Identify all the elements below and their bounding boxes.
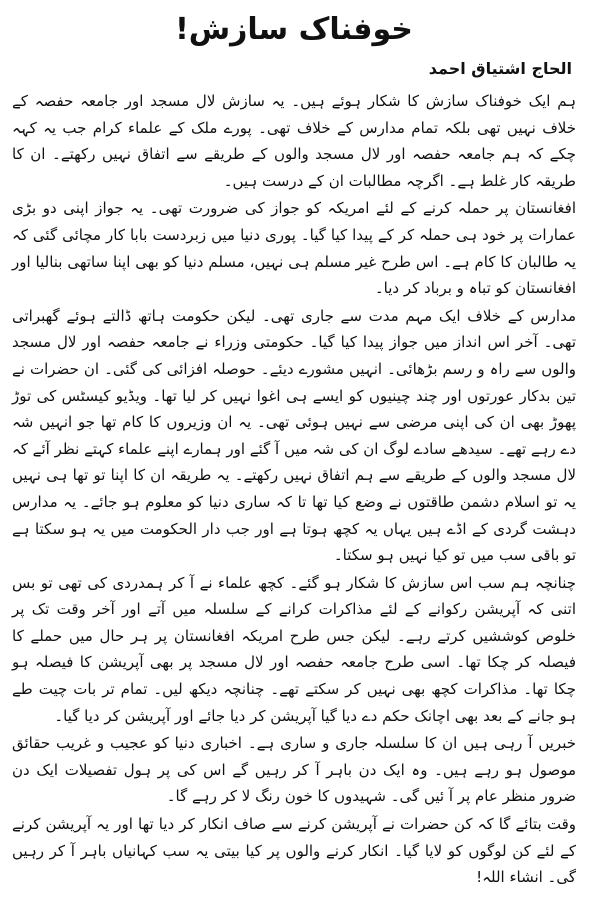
paragraph-2: افغانستان پر حملہ کرنے کے لئے امریکہ کو جواز کی ضرورت تھی۔ یہ جواز اپنی دو بڑی عمارات پر خود ہی حملہ کر کے پیدا کیا گیا۔ پوری دنیا میں زبردست بابا کار مچائی گئی کہ یہ طالبان کا کام ہے۔ اس طرح غیر مسلم ہی نہیں، مسلم دنیا کو بھی اپنا ساتھی بنالیا اور افغانستان کو تباہ و برباد کر دیا۔ [12, 199, 576, 298]
paragraph-5: خبریں آ رہی ہیں ان کا سلسلہ جاری و ساری ہے۔ اخباری دنیا کو عجیب و غریب حقائق موصول ہو رہے ہیں۔ وہ ایک دن باہر آ کر رہیں گے اس کی پر ہول تفصیلات ایک دن ضرور منظر عام پر آ ئیں گی۔ شہیدوں کا خون رنگ لا کر رہے گا۔ [12, 734, 576, 806]
paragraph-6: وقت بتائے گا کہ کن حضرات نے آپریشن کرنے سے صاف انکار کر دیا تھا اور یہ آپریشن کرنے کے لئے کن لوگوں کو لایا گیا۔ انکار کرنے والوں پر کیا بیتی یہ سب کہانیاں باہر آ کر رہیں گی۔ انشاء اللہ! [12, 815, 576, 887]
paragraph-4: چنانچہ ہم سب اس سازش کا شکار ہو گئے۔ کچھ علماء نے آ کر ہمدردی کی تھی تو بس اتنی کہ آپریشن رکوانے کے لئے مذاکرات کرانے کے سلسلہ میں آتے اور آخر وقت تک پر خلوص کوششیں کرتے رہے۔ لیکن جس طرح امریکہ افغانستان پر ہر حال میں حملے کا فیصلہ کر چکا تھا۔ اسی طرح جامعہ حفصہ اور لال مسجد پر بھی آپریشن کا فیصلہ ہو چکا تھا۔ مذاکرات کچھ بھی نہیں کر سکتے تھے۔ چنانچہ دیکھ لیں۔ تمام تر بات چیت طے ہو جانے کے بعد بھی اچانک حکم دے دیا گیا آپریشن کر دیا جائے اور آپریشن کر دیا گیا۔ [12, 573, 576, 725]
paragraph-1: ہم ایک خوفناک سازش کا شکار ہوئے ہیں۔ یہ سازش لال مسجد اور جامعہ حفصہ کے خلاف نہیں تھی بلکہ تمام مدارس کے خلاف تھی۔ پورے ملک کے علماء کرام جب یہ کہہ چکے کہ ہم جامعہ حفصہ اور لال مسجد والوں کے طریقے سے اتفاق نہیں رکھتے۔ ان کا طریقہ کار غلط ہے۔ اگرچہ مطالبات ان کے درست ہیں۔ [12, 92, 576, 190]
paragraph-3: مدارس کے خلاف ایک مہم مدت سے جاری تھی۔ لیکن حکومت ہاتھ ڈالتے ہوئے گھبراتی تھی۔ آخر اس انداز میں جواز پیدا کیا گیا۔ حکومتی وزراء نے جامعہ حفصہ اور لال مسجد والوں سے راہ و رسم بڑھائی۔ انہیں مشورے دیئے۔ حوصلہ افزائی کی گئی۔ ان حضرات نے تین بدکار عورتوں اور چند چینیوں کو ایسے ہی اغوا نہیں کر لیا تھا۔ ویڈیو کیسٹس کی توڑ پھوڑ بھی ان کی اپنی مرضی سے نہیں ہوئی تھی۔ یہ ان وزیروں کا کام تھا جو انہیں شہ دے رہے تھے۔ سیدھے سادے لوگ ان کی شہ میں آ گئے اور ہمارے اپنے علماء کہتے نظر آئے کہ لال مسجد والوں کے طریقے سے ہم اتفاق نہیں رکھتے۔ یہ طریقہ ان کا اپنا تو تھا ہی نہیں یہ تو اسلام دشمن طاقتوں نے وضع کیا تھا تا کہ ساری دنیا کو معلوم ہو جائے۔ یہ مدارس دہشت گردی کے اڈے ہیں یہاں یہ کچھ ہوتا ہے اور جب دار الحکومت میں یہ ہو سکتا ہے تو باقی سب میں تو کیا نہیں ہو سکتا۔ [11, 306, 576, 565]
article-title: خوفناک سازش! [175, 12, 413, 47]
article-author: الحاج اشتیاق احمد [428, 59, 572, 78]
